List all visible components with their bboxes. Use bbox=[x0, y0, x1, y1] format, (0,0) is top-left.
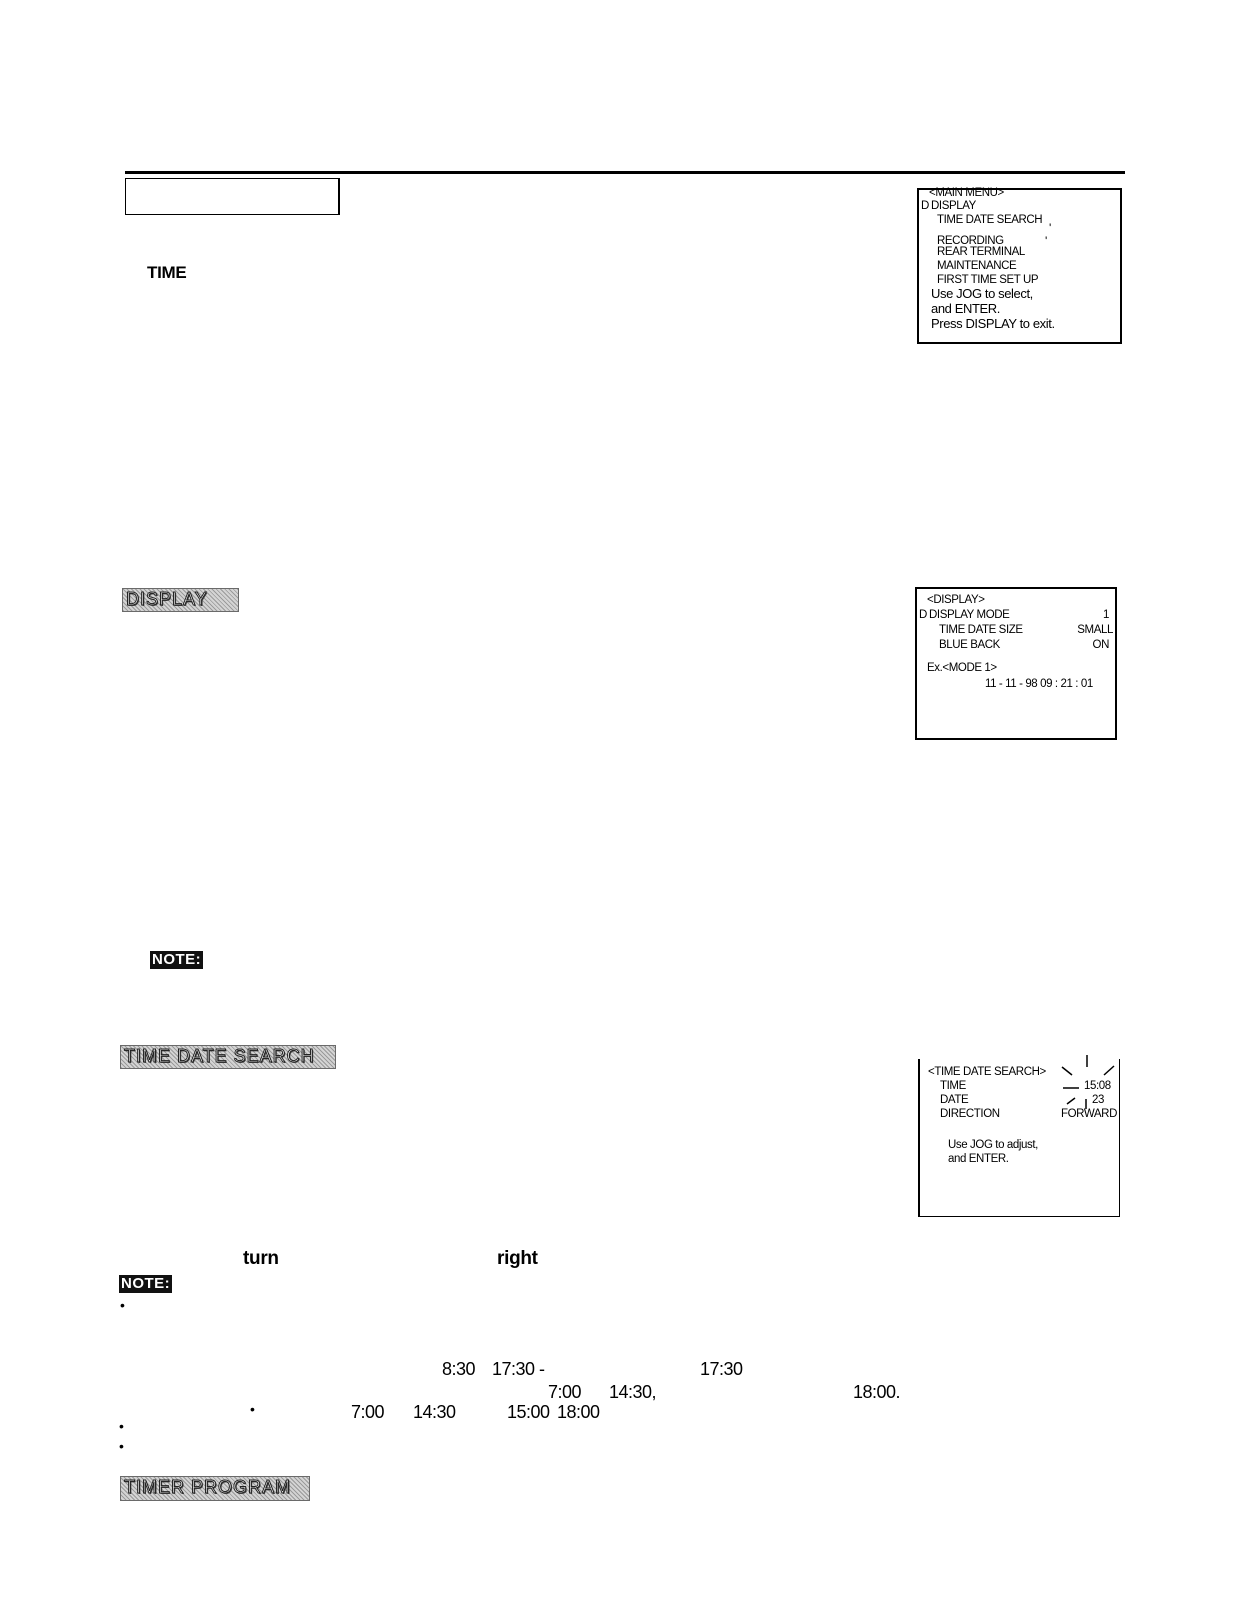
tds-time-value: 15:08 bbox=[1084, 1080, 1111, 1092]
tick-mark: ' bbox=[1045, 234, 1047, 248]
tds-date-label[interactable]: DATE bbox=[940, 1094, 969, 1106]
menu-help-line-2: and ENTER. bbox=[931, 301, 1000, 316]
note-badge: NOTE: bbox=[121, 1275, 171, 1292]
display-mode-label[interactable]: DISPLAY MODE bbox=[929, 609, 1010, 621]
time-value: 7:00 bbox=[351, 1402, 385, 1422]
time-value: 14:30 bbox=[413, 1402, 456, 1422]
menu-item-time-date-search[interactable]: TIME DATE SEARCH bbox=[937, 214, 1043, 226]
time-value: 15:00 bbox=[507, 1402, 550, 1422]
menu-item-display[interactable]: DISPLAY bbox=[931, 200, 976, 212]
menu-cursor: D bbox=[921, 200, 929, 212]
time-value: 17:30 bbox=[700, 1359, 743, 1379]
note-badge: NOTE: bbox=[152, 951, 202, 968]
time-value: 18:00. bbox=[853, 1382, 901, 1402]
menu-item-recording[interactable]: RECORDING bbox=[937, 235, 1004, 247]
time-date-search-section-header: TIME DATE SEARCH bbox=[120, 1045, 336, 1069]
time-date-search-screen bbox=[918, 1059, 1120, 1217]
turn-word: turn bbox=[243, 1248, 279, 1269]
menu-item-first-time-set-up[interactable]: FIRST TIME SET UP bbox=[937, 274, 1039, 286]
tds-time-label[interactable]: TIME bbox=[940, 1080, 966, 1092]
menu-item-rear-terminal[interactable]: REAR TERMINAL bbox=[937, 246, 1025, 258]
tds-direction-value: FORWARD bbox=[1061, 1108, 1117, 1120]
tds-help-line-2: and ENTER. bbox=[948, 1153, 1009, 1165]
tds-direction-label[interactable]: DIRECTION bbox=[940, 1108, 1000, 1120]
time-date-size-value: SMALL bbox=[1077, 624, 1113, 636]
main-menu-screen bbox=[917, 188, 1122, 344]
bullet-icon: • bbox=[120, 1297, 125, 1313]
dash-mark: • bbox=[250, 1401, 255, 1417]
tds-help-line-1: Use JOG to adjust, bbox=[948, 1139, 1038, 1151]
menu-help-line-3: Press DISPLAY to exit. bbox=[931, 316, 1055, 331]
time-value: 14:30, bbox=[609, 1382, 657, 1402]
right-word: right bbox=[497, 1248, 538, 1269]
display-menu-screen bbox=[915, 587, 1117, 740]
bullet-icon: • bbox=[119, 1438, 124, 1454]
main-menu-title: <MAIN MENU> bbox=[929, 187, 1004, 199]
bullet-icon: • bbox=[119, 1418, 124, 1434]
blue-back-label[interactable]: BLUE BACK bbox=[939, 639, 1000, 651]
example-time-date: 11 - 11 - 98 09 : 21 : 01 bbox=[985, 678, 1093, 690]
timer-program-section-header: TIMER PROGRAM bbox=[120, 1476, 310, 1501]
menu-cursor: D bbox=[919, 609, 927, 621]
tds-date-value: 23 bbox=[1092, 1094, 1104, 1106]
blue-back-value: ON bbox=[1092, 639, 1109, 651]
display-mode-value: 1 bbox=[1103, 609, 1109, 621]
time-word: TIME bbox=[147, 263, 187, 282]
blink-indicator-icon bbox=[1058, 1053, 1122, 1115]
tick-mark: ' bbox=[1049, 221, 1051, 235]
time-value: 17:30 - bbox=[492, 1359, 545, 1379]
time-value: 18:00 bbox=[557, 1402, 600, 1422]
display-menu-title: <DISPLAY> bbox=[927, 594, 985, 606]
time-value: 8:30 bbox=[442, 1359, 476, 1379]
top-rule bbox=[125, 171, 1125, 174]
example-label: Ex.<MODE 1> bbox=[927, 662, 997, 674]
tds-title: <TIME DATE SEARCH> bbox=[928, 1066, 1046, 1078]
section-title-box bbox=[125, 178, 340, 215]
display-section-header: DISPLAY bbox=[122, 588, 239, 612]
time-date-size-label[interactable]: TIME DATE SIZE bbox=[939, 624, 1023, 636]
menu-help-line-1: Use JOG to select, bbox=[931, 286, 1033, 301]
time-value: 7:00 bbox=[548, 1382, 582, 1402]
menu-item-maintenance[interactable]: MAINTENANCE bbox=[937, 260, 1017, 272]
